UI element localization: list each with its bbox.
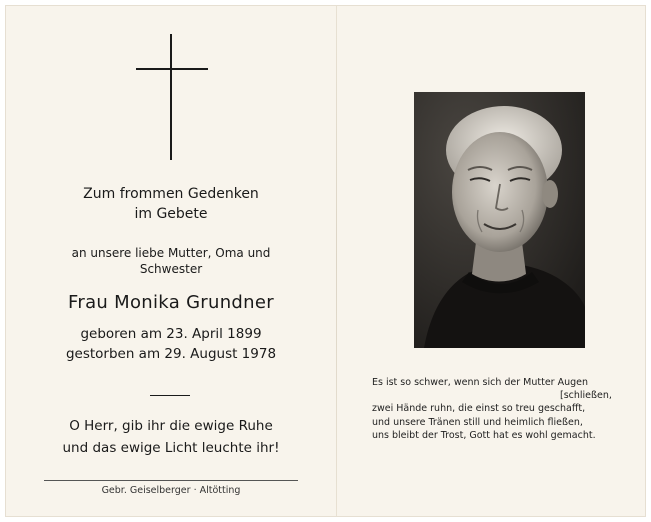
heading-line-1: Zum frommen Gedenken <box>83 186 259 202</box>
deceased-name: Frau Monika Grundner <box>68 292 274 313</box>
memorial-card <box>6 6 645 516</box>
cross-icon-horizontal <box>136 68 208 70</box>
relation-line-2: Schwester <box>139 262 203 276</box>
poem-text <box>372 376 634 442</box>
heading-line-2: im Gebete <box>134 206 208 222</box>
birth-date: geboren am 23. April 1899 <box>80 326 262 342</box>
portrait-illustration <box>414 92 585 348</box>
cross-icon-vertical <box>170 34 172 160</box>
divider-long <box>44 480 298 481</box>
poem-line-3: zwei Hände ruhn, die einst so treu geschafft, <box>372 403 586 415</box>
death-date: gestorben am 29. August 1978 <box>65 346 277 362</box>
portrait-photo <box>414 92 585 348</box>
poem-line-4: und unsere Tränen still und heimlich fließen, <box>372 416 583 428</box>
card-fold-line <box>336 6 337 516</box>
divider-short <box>150 395 190 396</box>
prayer-line-1: O Herr, gib ihr die ewige Ruhe <box>69 418 273 434</box>
relation-line-1: an unsere liebe Mutter, Oma und <box>71 246 271 260</box>
poem-line-5: uns bleibt der Trost, Gott hat es wohl gemacht. <box>372 429 596 441</box>
poem-line-1: Es ist so schwer, wenn sich der Mutter Augen <box>372 377 589 388</box>
poem-line-2: [schließen, <box>560 390 612 402</box>
printer-credit: Gebr. Geiselberger · Altötting <box>101 485 241 496</box>
prayer-line-2: und das ewige Licht leuchte ihr! <box>62 440 280 456</box>
